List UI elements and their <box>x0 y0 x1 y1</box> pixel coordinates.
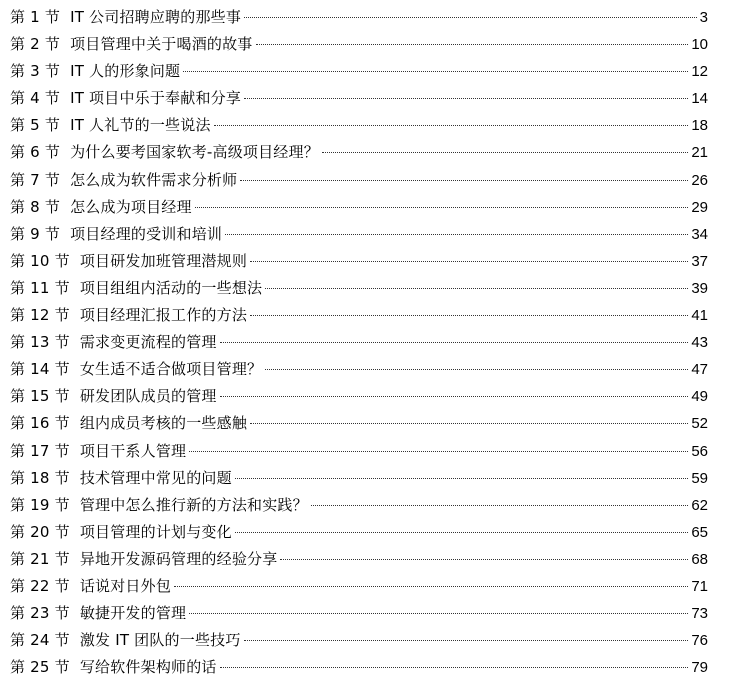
toc-entry-page-number: 65 <box>691 523 708 541</box>
toc-dot-leader <box>240 180 688 181</box>
toc-entry-section-label: 第 16 节 <box>10 414 70 433</box>
toc-dot-leader <box>250 261 688 262</box>
toc-entry-title: IT 项目中乐于奉献和分享 <box>70 89 242 108</box>
toc-entry-page-number: 62 <box>691 496 708 514</box>
toc-entry-title: 管理中怎么推行新的方法和实践？ <box>79 495 308 514</box>
toc-entry-section-label: 第 22 节 <box>10 576 70 595</box>
toc-entry-title: 项目经理的受训和培训 <box>70 224 223 243</box>
toc-entry[interactable] <box>10 546 708 573</box>
toc-dot-leader <box>195 207 689 208</box>
toc-dot-leader <box>189 451 688 452</box>
toc-entry-title: 敏捷开发的管理 <box>79 604 187 623</box>
toc-entry-section-label: 第 19 节 <box>10 495 70 514</box>
toc-entry[interactable] <box>10 627 708 654</box>
toc-entry-title: 为什么要考国家软考-高级项目经理？ <box>70 143 319 162</box>
toc-entry-section-label: 第 10 节 <box>10 251 70 270</box>
toc-entry-title: 项目组组内活动的一些想法 <box>79 278 263 297</box>
toc-entry-title: 写给软件架构师的话 <box>79 658 217 677</box>
toc-entry-title: 怎么成为项目经理 <box>70 197 192 216</box>
toc-entry-page-number: 37 <box>691 252 708 270</box>
toc-dot-leader <box>189 613 688 614</box>
toc-entry-title: 项目管理的计划与变化 <box>79 522 232 541</box>
toc-entry[interactable] <box>10 492 708 519</box>
toc-entry-title: IT 公司招聘应聘的那些事 <box>70 8 242 26</box>
toc-entry[interactable] <box>10 167 708 194</box>
toc-entry-page-number: 12 <box>691 63 708 81</box>
toc-entry[interactable] <box>10 58 708 85</box>
toc-entry-title: 异地开发源码管理的经验分享 <box>79 549 278 568</box>
toc-entry[interactable] <box>10 438 708 465</box>
toc-entry[interactable] <box>10 31 708 58</box>
toc-dot-leader <box>280 559 688 560</box>
toc-dot-leader <box>322 152 688 153</box>
toc-entry-page-number: 43 <box>691 334 708 352</box>
toc-entry-page-number: 59 <box>691 469 708 487</box>
toc-entry-section-label: 第 3 节 <box>10 62 61 81</box>
toc-dot-leader <box>235 478 688 479</box>
toc-entry-title: 项目研发加班管理潜规则 <box>79 251 248 270</box>
toc-entry-page-number: 26 <box>691 171 708 189</box>
toc-entry-page-number: 41 <box>691 307 708 325</box>
toc-entry-section-label: 第 2 节 <box>10 35 61 54</box>
toc-entry-page-number: 18 <box>691 117 708 135</box>
toc-entry-page-number: 68 <box>691 550 708 568</box>
toc-entry-page-number: 29 <box>691 198 708 216</box>
toc-entry-page-number: 21 <box>691 144 708 162</box>
toc-entry-title: 女生适不适合做项目管理？ <box>79 360 263 379</box>
toc-entry-page-number: 3 <box>699 9 708 26</box>
toc-entry-title: 组内成员考核的一些感触 <box>79 414 248 433</box>
toc-entry-page-number: 14 <box>691 90 708 108</box>
toc-entry[interactable] <box>10 139 708 166</box>
toc-dot-leader <box>250 423 688 424</box>
toc-entry-page-number: 52 <box>691 415 708 433</box>
toc-entry-page-number: 56 <box>691 442 708 460</box>
toc-entry-section-label: 第 18 节 <box>10 468 70 487</box>
toc-entry[interactable] <box>10 194 708 221</box>
toc-entry[interactable] <box>10 329 708 356</box>
toc-dot-leader <box>235 532 688 533</box>
toc-dot-leader <box>244 640 689 641</box>
toc-dot-leader <box>311 505 688 506</box>
toc-entry-title: 研发团队成员的管理 <box>79 387 217 406</box>
toc-entry-section-label: 第 23 节 <box>10 604 70 623</box>
toc-entry[interactable] <box>10 85 708 112</box>
toc-entry-title: 项目管理中关于喝酒的故事 <box>70 35 253 54</box>
toc-entry-section-label: 第 17 节 <box>10 441 70 460</box>
toc-dot-leader <box>244 98 688 99</box>
toc-entry-title: 项目干系人管理 <box>79 441 187 460</box>
toc-entry-section-label: 第 21 节 <box>10 549 70 568</box>
toc-entry-title: 激发 IT 团队的一些技巧 <box>79 631 241 650</box>
toc-entry-section-label: 第 1 节 <box>10 8 61 26</box>
toc-entry-section-label: 第 15 节 <box>10 387 70 406</box>
toc-entry-page-number: 34 <box>691 225 708 243</box>
toc-entry-title: 项目经理汇报工作的方法 <box>79 306 248 325</box>
toc-entry-page-number: 10 <box>691 36 708 54</box>
toc-entry[interactable] <box>10 519 708 546</box>
toc-entry-page-number: 47 <box>691 361 708 379</box>
toc-dot-leader <box>174 586 688 587</box>
toc-entry-title: IT 人的形象问题 <box>70 62 181 81</box>
toc-entry-page-number: 76 <box>691 632 708 650</box>
toc-entry[interactable] <box>10 112 708 139</box>
toc-entry[interactable] <box>10 356 708 383</box>
toc-entry-section-label: 第 20 节 <box>10 522 70 541</box>
toc-dot-leader <box>214 125 689 126</box>
toc-entry-section-label: 第 13 节 <box>10 333 70 352</box>
toc-dot-leader <box>265 288 688 289</box>
toc-entry-page-number: 39 <box>691 279 708 297</box>
toc-entry-page-number: 73 <box>691 605 708 623</box>
toc-dot-leader <box>256 44 689 45</box>
toc-dot-leader <box>244 17 697 18</box>
toc-entry-section-label: 第 8 节 <box>10 197 61 216</box>
toc-entry[interactable] <box>10 654 708 681</box>
toc-dot-leader <box>250 315 688 316</box>
toc-entry-section-label: 第 5 节 <box>10 116 61 135</box>
toc-entry[interactable] <box>10 4 708 31</box>
toc-entry[interactable] <box>10 600 708 627</box>
toc-entry[interactable] <box>10 221 708 248</box>
toc-entry[interactable] <box>10 248 708 275</box>
toc-entry-section-label: 第 6 节 <box>10 143 61 162</box>
toc-entry[interactable] <box>10 383 708 410</box>
toc-entry-page-number: 49 <box>691 388 708 406</box>
toc-entry-section-label: 第 24 节 <box>10 631 70 650</box>
toc-entry[interactable] <box>10 465 708 492</box>
toc-dot-leader <box>183 71 688 72</box>
toc-entry[interactable] <box>10 275 708 302</box>
toc-entry-title: IT 人礼节的一些说法 <box>70 116 211 135</box>
toc-entry[interactable] <box>10 410 708 437</box>
toc-entry-page-number: 71 <box>691 577 708 595</box>
toc-entry[interactable] <box>10 302 708 329</box>
toc-dot-leader <box>225 234 688 235</box>
toc-entry-title: 话说对日外包 <box>79 576 172 595</box>
toc-entry-section-label: 第 4 节 <box>10 89 61 108</box>
toc-entry-section-label: 第 25 节 <box>10 658 70 677</box>
toc-entry-section-label: 第 9 节 <box>10 224 61 243</box>
toc-entry-title: 需求变更流程的管理 <box>79 333 217 352</box>
toc-dot-leader <box>220 396 689 397</box>
toc-entry-page-number: 79 <box>691 659 708 677</box>
toc-dot-leader <box>220 342 689 343</box>
toc-entry-title: 怎么成为软件需求分析师 <box>70 170 238 189</box>
toc-entry-title: 技术管理中常见的问题 <box>79 468 232 487</box>
table-of-contents <box>10 4 708 681</box>
toc-entry-section-label: 第 11 节 <box>10 278 70 297</box>
toc-entry-section-label: 第 12 节 <box>10 306 70 325</box>
toc-entry-section-label: 第 14 节 <box>10 360 70 379</box>
toc-entry[interactable] <box>10 573 708 600</box>
toc-dot-leader <box>265 369 688 370</box>
toc-dot-leader <box>220 667 689 668</box>
toc-entry-section-label: 第 7 节 <box>10 170 61 189</box>
